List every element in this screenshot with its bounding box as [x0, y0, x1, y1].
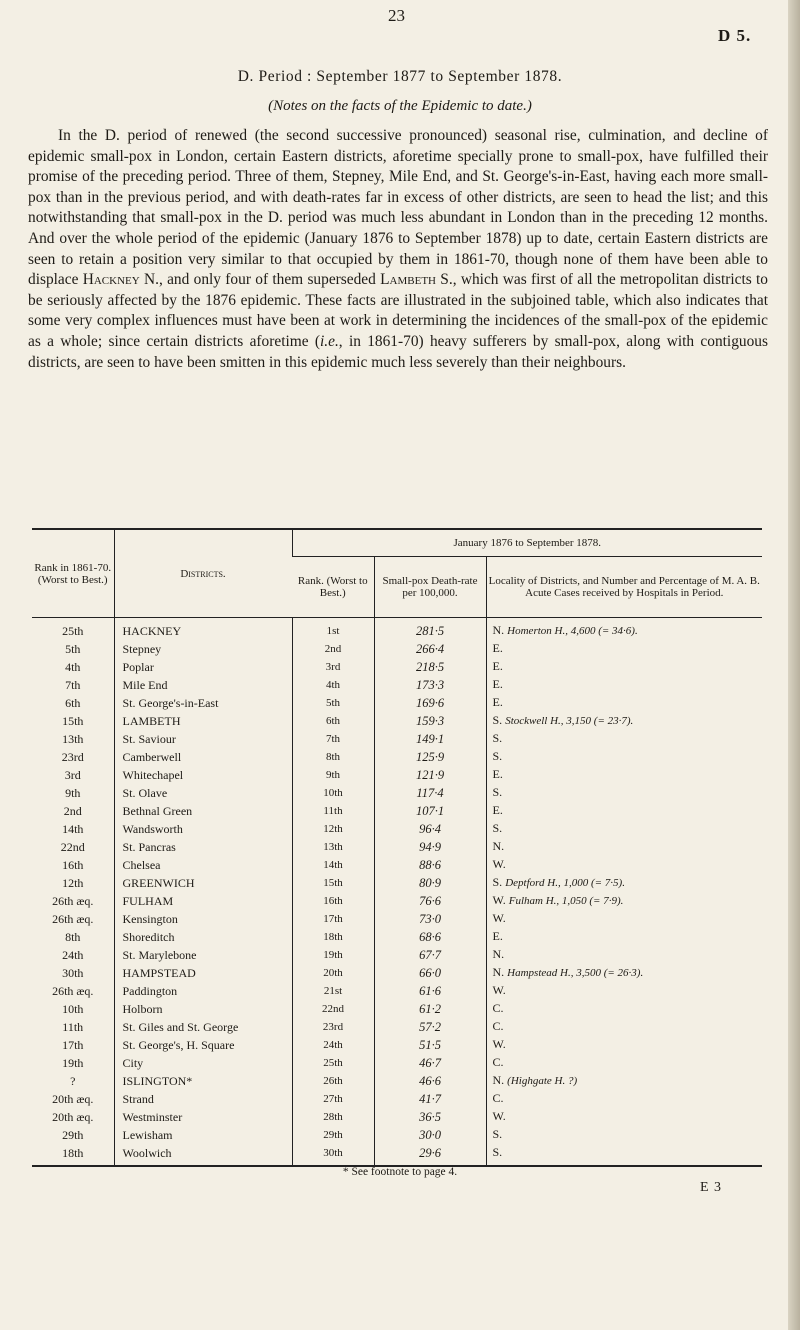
cell-locality: [486, 946, 762, 964]
district-name: ISLINGTON*: [122, 1073, 193, 1088]
cell-district: [114, 784, 292, 802]
table-row: [32, 910, 762, 928]
locality-code: E.: [492, 659, 503, 673]
header-rank-1861: Rank in 1861-70. (Worst to Best.): [32, 529, 114, 618]
locality-code: S.: [492, 1145, 503, 1159]
cell-district: [114, 748, 292, 766]
cell-district: [114, 712, 292, 730]
cell-locality: [486, 892, 762, 910]
cell-rank-1861: 20th æq.: [52, 1109, 94, 1124]
district-name: Camberwell: [122, 749, 182, 764]
cell-rank-1861: 29th: [62, 1127, 84, 1142]
district-name: Shoreditch: [122, 929, 175, 944]
cell-rank-1861: 13th: [62, 731, 84, 746]
cell-death-rate: 94·9: [374, 838, 486, 856]
district-name: Stepney: [122, 641, 162, 656]
table-row: [32, 640, 762, 658]
paragraph-part-1: In the D. period of renewed (the second successive pronounced) seasonal rise, culmination, and decline of epidemic small-pox in London, certain Eastern districts, aforetime specially prone to small-pox, have fulfilled their promise of the preceding period. Three of them, Stepney, Mile End, and St. George's-in-East, having each more small-pox than in the previous period, and with death-rates far in excess of other districts, are seen to head the list; and this notwithstanding that small-pox in the D. period was much less abundant in London than in the preceding 12 months. And over the whole period of the epidemic (January 1876 to September 1878) up to date, certain Eastern districts are seen to retain a position very similar to that occupied by them in 1861-70, though none of them have been able to displace: [28, 127, 768, 289]
cell-rank-1861: 3rd: [64, 767, 81, 782]
district-name: Holborn: [122, 1001, 163, 1016]
cell-rank: 13th: [292, 838, 374, 856]
header-death-rate: Small-pox Death-rate per 100,000.: [374, 557, 486, 618]
district-name: St. Marylebone: [122, 947, 197, 962]
cell-rank: 28th: [292, 1108, 374, 1126]
cell-locality: [486, 712, 762, 730]
district-name: St. George's-in-East: [122, 695, 219, 710]
table-row: [32, 1090, 762, 1108]
cell-district: [114, 1000, 292, 1018]
hackney-small-caps: Hackney: [82, 271, 140, 289]
cell-rank: 22nd: [292, 1000, 374, 1018]
cell-district: [114, 1126, 292, 1144]
cell-district: [114, 892, 292, 910]
cell-locality: [486, 676, 762, 694]
cell-locality: [486, 1036, 762, 1054]
table-row: [32, 964, 762, 982]
cell-locality: [486, 874, 762, 892]
hospital-note: Homerton H., 4,600 (= 34·6).: [507, 625, 638, 637]
locality-code: E.: [492, 767, 503, 781]
cell-death-rate: 173·3: [374, 676, 486, 694]
cell-rank-1861: 20th æq.: [52, 1091, 94, 1106]
cell-rank: 6th: [292, 712, 374, 730]
page-number: 23: [388, 6, 405, 25]
district-name: Poplar: [122, 659, 154, 674]
locality-code: C.: [492, 1091, 504, 1105]
cell-death-rate: 121·9: [374, 766, 486, 784]
locality-code: W.: [492, 893, 506, 907]
district-name: FULHAM: [122, 893, 174, 908]
cell-district: [114, 694, 292, 712]
cell-death-rate: 80·9: [374, 874, 486, 892]
table-row: [32, 766, 762, 784]
hospital-note: Hampstead H., 3,500 (= 26·3).: [507, 967, 644, 979]
cell-district: [114, 618, 292, 641]
cell-locality: [486, 748, 762, 766]
cell-rank: 14th: [292, 856, 374, 874]
cell-locality: [486, 640, 762, 658]
cell-rank: 11th: [292, 802, 374, 820]
cell-death-rate: 46·6: [374, 1072, 486, 1090]
cell-rank-1861: 22nd: [60, 839, 85, 854]
cell-district: [114, 1108, 292, 1126]
cell-locality: [486, 618, 762, 641]
district-name: Mile End: [122, 677, 168, 692]
cell-rank-1861: 8th: [65, 929, 81, 944]
cell-locality: [486, 1126, 762, 1144]
table-row: [32, 618, 762, 641]
table-row: [32, 946, 762, 964]
table-row: [32, 838, 762, 856]
cell-death-rate: 67·7: [374, 946, 486, 964]
locality-code: C.: [492, 1019, 504, 1033]
table-row: [32, 928, 762, 946]
table-body: [32, 618, 762, 1167]
cell-rank-1861: 24th: [62, 947, 84, 962]
paragraph-part-4: , in 1861-70) heavy sufferers by small-pox, along with contiguous districts, are seen to have been smitten in this epidemic much less severely than their neighbours.: [28, 332, 768, 371]
cell-rank: 25th: [292, 1054, 374, 1072]
cell-district: [114, 874, 292, 892]
cell-rank-1861: 26th æq.: [52, 893, 94, 908]
cell-district: [114, 838, 292, 856]
table-row: [32, 1000, 762, 1018]
locality-code: E.: [492, 929, 503, 943]
locality-code: S.: [492, 749, 503, 763]
period-heading: D. Period : September 1877 to September 1878.: [237, 68, 563, 85]
table-row: [32, 694, 762, 712]
cell-rank-1861: 5th: [65, 641, 81, 656]
cell-rank-1861: 26th æq.: [52, 911, 94, 926]
cell-rank-1861: 7th: [65, 677, 81, 692]
cell-rank: 10th: [292, 784, 374, 802]
table-row: [32, 1072, 762, 1090]
hospital-note: (Highgate H. ?): [507, 1075, 578, 1087]
cell-death-rate: 76·6: [374, 892, 486, 910]
locality-code: N.: [492, 1073, 505, 1087]
cell-district: [114, 676, 292, 694]
cell-locality: [486, 982, 762, 1000]
body-paragraph: [28, 126, 768, 373]
cell-district: [114, 856, 292, 874]
subheading: (Notes on the facts of the Epidemic to date.): [268, 98, 532, 114]
locality-code: W.: [492, 1109, 506, 1123]
cell-district: [114, 1054, 292, 1072]
district-name: Chelsea: [122, 857, 161, 872]
locality-code: S.: [492, 785, 503, 799]
table-row: [32, 1036, 762, 1054]
cell-locality: [486, 1054, 762, 1072]
cell-rank: 29th: [292, 1126, 374, 1144]
cell-rank: 5th: [292, 694, 374, 712]
cell-rank-1861: 11th: [62, 1019, 84, 1034]
cell-death-rate: 266·4: [374, 640, 486, 658]
district-name: St. Pancras: [122, 839, 176, 854]
district-name: HACKNEY: [122, 623, 182, 638]
cell-district: [114, 820, 292, 838]
cell-rank: 27th: [292, 1090, 374, 1108]
cell-death-rate: 159·3: [374, 712, 486, 730]
cell-locality: [486, 784, 762, 802]
district-name: Paddington: [122, 983, 178, 998]
locality-code: S.: [492, 875, 503, 889]
locality-code: S.: [492, 1127, 503, 1141]
hospital-note: Stockwell H., 3,150 (= 23·7).: [505, 715, 634, 727]
cell-rank-1861: 10th: [62, 1001, 84, 1016]
header-rank: Rank. (Worst to Best.): [292, 557, 374, 618]
locality-code: N.: [492, 947, 505, 961]
table-row: [32, 1054, 762, 1072]
table-row: [32, 892, 762, 910]
signature-mark: E 3: [700, 1180, 723, 1195]
cell-rank: 2nd: [292, 640, 374, 658]
cell-rank: 12th: [292, 820, 374, 838]
cell-locality: [486, 658, 762, 676]
table-row: [32, 874, 762, 892]
table-row: [32, 820, 762, 838]
cell-rank: 15th: [292, 874, 374, 892]
footnote: * See footnote to page 4.: [342, 1166, 458, 1178]
cell-locality: [486, 838, 762, 856]
cell-death-rate: 66·0: [374, 964, 486, 982]
cell-death-rate: 29·6: [374, 1144, 486, 1166]
cell-rank: 7th: [292, 730, 374, 748]
lambeth-small-caps: Lambeth: [380, 271, 436, 289]
cell-death-rate: 30·0: [374, 1126, 486, 1144]
cell-death-rate: 88·6: [374, 856, 486, 874]
cell-death-rate: 68·6: [374, 928, 486, 946]
cell-locality: [486, 730, 762, 748]
locality-code: W.: [492, 1037, 506, 1051]
cell-rank-1861: 30th: [62, 965, 84, 980]
cell-district: [114, 1144, 292, 1166]
cell-rank: 8th: [292, 748, 374, 766]
district-name: Strand: [122, 1091, 154, 1106]
cell-death-rate: 149·1: [374, 730, 486, 748]
locality-code: C.: [492, 1001, 504, 1015]
locality-code: S.: [492, 821, 503, 835]
paragraph-part-2: N., and only four of them superseded: [139, 271, 381, 289]
cell-district: [114, 802, 292, 820]
cell-locality: [486, 910, 762, 928]
hospital-note: Fulham H., 1,050 (= 7·9).: [508, 895, 624, 907]
district-name: Woolwich: [122, 1145, 172, 1160]
cell-rank: 19th: [292, 946, 374, 964]
cell-rank-1861: 12th: [62, 875, 84, 890]
cell-locality: [486, 820, 762, 838]
cell-locality: [486, 1072, 762, 1090]
district-name: St. Saviour: [122, 731, 176, 746]
table-row: [32, 712, 762, 730]
table-row: [32, 1018, 762, 1036]
cell-locality: [486, 928, 762, 946]
cell-rank-1861: 26th æq.: [52, 983, 94, 998]
cell-locality: [486, 1000, 762, 1018]
cell-rank: 17th: [292, 910, 374, 928]
cell-district: [114, 640, 292, 658]
cell-locality: [486, 1090, 762, 1108]
cell-death-rate: 218·5: [374, 658, 486, 676]
locality-code: E.: [492, 695, 503, 709]
cell-death-rate: 51·5: [374, 1036, 486, 1054]
cell-district: [114, 946, 292, 964]
locality-code: E.: [492, 641, 503, 655]
cell-rank-1861: ?: [70, 1073, 76, 1088]
cell-locality: [486, 856, 762, 874]
cell-rank: 18th: [292, 928, 374, 946]
table-row: [32, 982, 762, 1000]
district-name: St. Olave: [122, 785, 168, 800]
table-row: [32, 658, 762, 676]
cell-rank: 26th: [292, 1072, 374, 1090]
district-name: HAMPSTEAD: [122, 965, 196, 980]
cell-death-rate: 73·0: [374, 910, 486, 928]
cell-death-rate: 46·7: [374, 1054, 486, 1072]
cell-rank-1861: 15th: [62, 713, 84, 728]
data-table: [32, 528, 762, 1167]
header-districts: Districts.: [114, 529, 292, 618]
cell-locality: [486, 964, 762, 982]
cell-death-rate: 36·5: [374, 1108, 486, 1126]
table-row: [32, 730, 762, 748]
cell-death-rate: 117·4: [374, 784, 486, 802]
cell-death-rate: 61·6: [374, 982, 486, 1000]
district-name: Kensington: [122, 911, 178, 926]
cell-rank: 20th: [292, 964, 374, 982]
district-name: Whitechapel: [122, 767, 184, 782]
district-name: Bethnal Green: [122, 803, 193, 818]
cell-death-rate: 169·6: [374, 694, 486, 712]
cell-rank-1861: 4th: [65, 659, 81, 674]
cell-rank-1861: 9th: [65, 785, 81, 800]
page-edge: [788, 0, 800, 1330]
paragraph-part-3: S., which was first of all the metropolitan districts to be seriously affected by the 1876 epidemic. These facts are illustrated in the subjoined table, which also indicates that some very complex influences must have been at work in determining the incidences of the small-pox of the epidemic as a whole; since certain districts aforetime (: [28, 271, 768, 350]
table-row: [32, 676, 762, 694]
cell-rank: 21st: [292, 982, 374, 1000]
cell-district: [114, 910, 292, 928]
locality-code: N.: [492, 623, 505, 637]
cell-rank: 9th: [292, 766, 374, 784]
cell-rank-1861: 25th: [62, 623, 84, 638]
cell-rank-1861: 14th: [62, 821, 84, 836]
district-name: GREENWICH: [122, 875, 195, 890]
district-name: LAMBETH: [122, 713, 181, 728]
hospital-note: Deptford H., 1,000 (= 7·5).: [505, 877, 625, 889]
table-row: [32, 1144, 762, 1166]
cell-rank: 4th: [292, 676, 374, 694]
locality-code: S.: [492, 731, 503, 745]
cell-death-rate: 281·5: [374, 618, 486, 641]
locality-code: N.: [492, 839, 505, 853]
cell-rank: 1st: [292, 618, 374, 641]
cell-rank-1861: 17th: [62, 1037, 84, 1052]
cell-rank-1861: 19th: [62, 1055, 84, 1070]
cell-district: [114, 1018, 292, 1036]
district-name: St. Giles and St. George: [122, 1019, 239, 1034]
cell-rank-1861: 6th: [65, 695, 81, 710]
header-locality: Locality of Districts, and Number and Percentage of M. A. B. Acute Cases received by Hospitals in Period.: [486, 557, 762, 618]
table-row: [32, 802, 762, 820]
cell-rank-1861: 23rd: [61, 749, 84, 764]
cell-locality: [486, 694, 762, 712]
cell-rank-1861: 2nd: [63, 803, 82, 818]
smallpox-table: [32, 528, 762, 1167]
table-row: [32, 1126, 762, 1144]
cell-death-rate: 96·4: [374, 820, 486, 838]
page-code: D 5.: [718, 26, 752, 45]
cell-district: [114, 964, 292, 982]
table-row: [32, 748, 762, 766]
cell-rank: 23rd: [292, 1018, 374, 1036]
cell-rank: 16th: [292, 892, 374, 910]
cell-district: [114, 928, 292, 946]
cell-death-rate: 107·1: [374, 802, 486, 820]
cell-locality: [486, 1144, 762, 1166]
cell-locality: [486, 1018, 762, 1036]
cell-district: [114, 982, 292, 1000]
header-period-group: January 1876 to September 1878.: [292, 529, 762, 557]
ie-italic: i.e.: [319, 332, 339, 350]
cell-rank: 24th: [292, 1036, 374, 1054]
district-name: City: [122, 1055, 144, 1070]
table-row: [32, 1108, 762, 1126]
cell-death-rate: 57·2: [374, 1018, 486, 1036]
table-row: [32, 784, 762, 802]
district-name: St. George's, H. Square: [122, 1037, 235, 1052]
cell-locality: [486, 802, 762, 820]
locality-code: W.: [492, 983, 506, 997]
cell-district: [114, 1090, 292, 1108]
cell-district: [114, 766, 292, 784]
cell-rank-1861: 16th: [62, 857, 84, 872]
locality-code: W.: [492, 911, 506, 925]
cell-death-rate: 41·7: [374, 1090, 486, 1108]
locality-code: E.: [492, 677, 503, 691]
cell-locality: [486, 1108, 762, 1126]
cell-death-rate: 61·2: [374, 1000, 486, 1018]
cell-rank-1861: 18th: [32, 1144, 114, 1166]
locality-code: N.: [492, 965, 505, 979]
locality-code: W.: [492, 857, 506, 871]
locality-code: E.: [492, 803, 503, 817]
cell-district: [114, 730, 292, 748]
cell-district: [114, 1036, 292, 1054]
cell-rank: 3rd: [292, 658, 374, 676]
district-name: Lewisham: [122, 1127, 173, 1142]
district-name: Westminster: [122, 1109, 183, 1124]
cell-district: [114, 658, 292, 676]
locality-code: C.: [492, 1055, 504, 1069]
district-name: Wandsworth: [122, 821, 183, 836]
cell-death-rate: 125·9: [374, 748, 486, 766]
locality-code: S.: [492, 713, 503, 727]
cell-district: [114, 1072, 292, 1090]
cell-rank: 30th: [292, 1144, 374, 1166]
table-row: [32, 856, 762, 874]
cell-locality: [486, 766, 762, 784]
